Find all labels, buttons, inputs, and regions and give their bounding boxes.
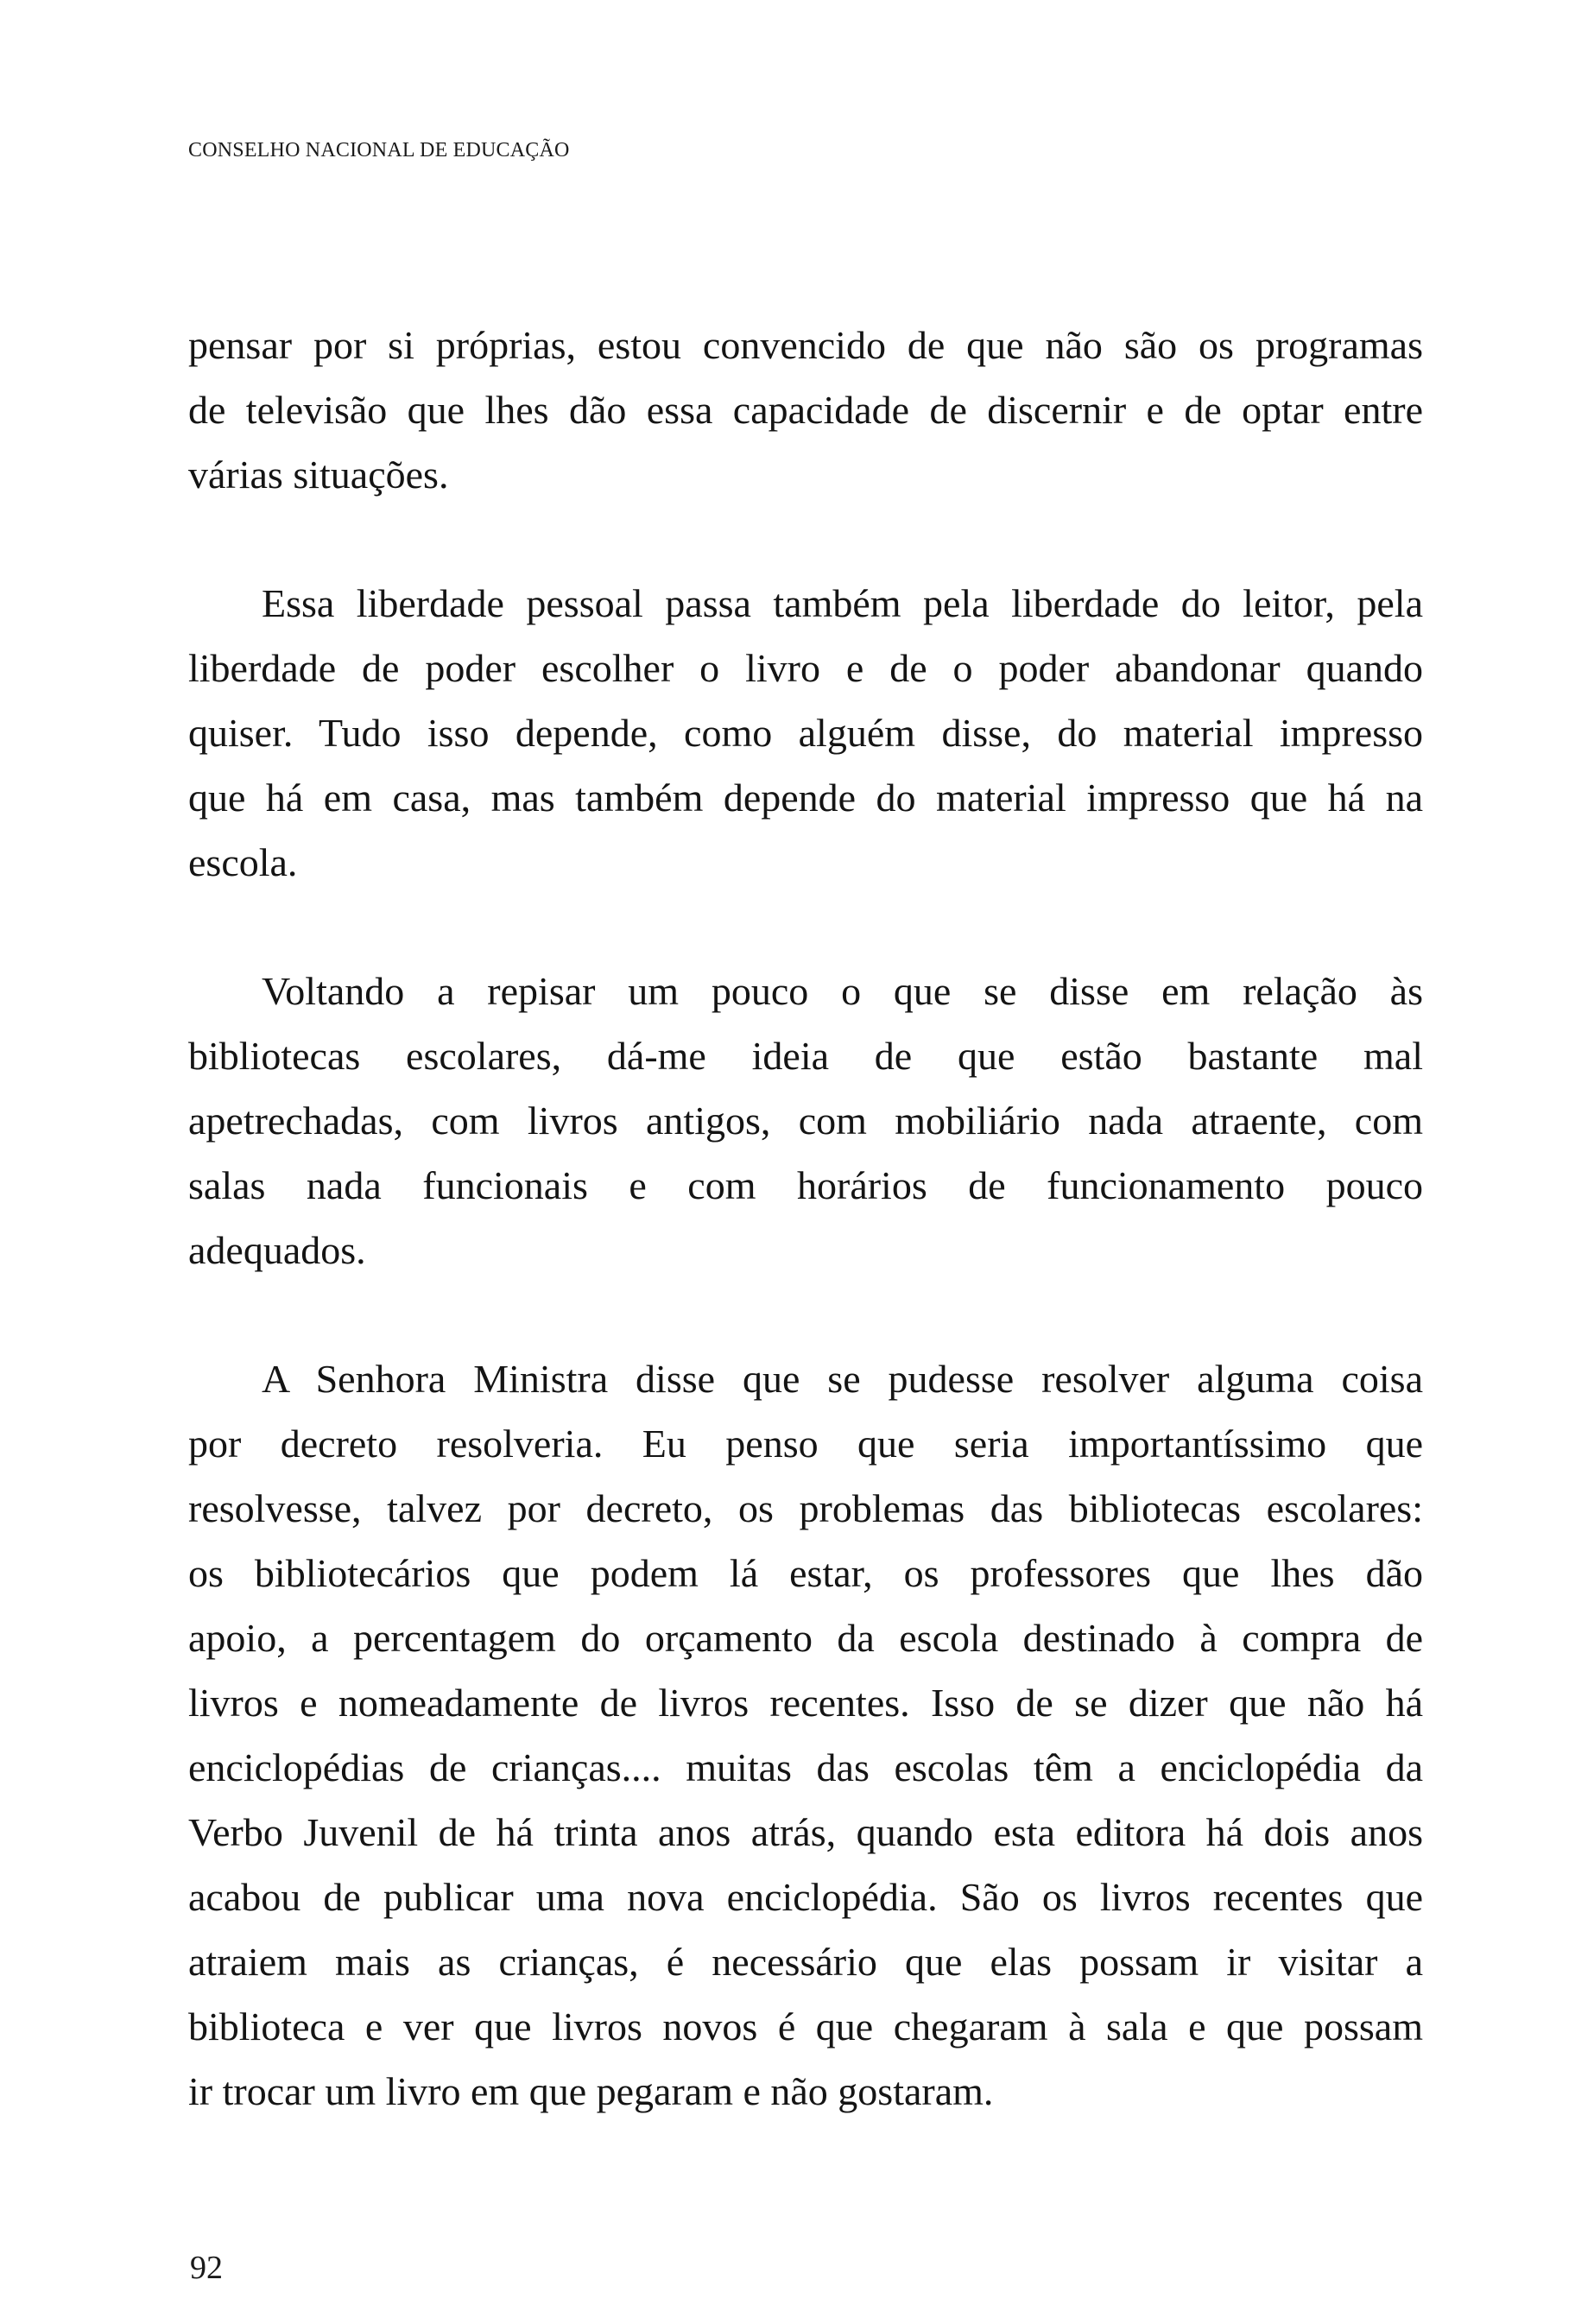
text-line: Verbo Juvenil de há trinta anos atrás, quando esta editora há dois anos bbox=[188, 1810, 1423, 1854]
text-line: escola. bbox=[188, 840, 298, 884]
text-line: salas nada funcionais e com horários de funcionamento pouco bbox=[188, 1163, 1423, 1207]
text-line: de televisão que lhes dão essa capacidade de discernir e de optar entre bbox=[188, 388, 1423, 432]
text-line: bibliotecas escolares, dá-me ideia de que estão bastante mal bbox=[188, 1034, 1423, 1078]
text-line: apoio, a percentagem do orçamento da escola destinado à compra de bbox=[188, 1616, 1423, 1660]
text-line: quiser. Tudo isso depende, como alguém disse, do material impresso bbox=[188, 711, 1423, 755]
paragraph bbox=[188, 571, 1423, 895]
body-text bbox=[188, 313, 1423, 2188]
text-line: os bibliotecários que podem lá estar, os professores que lhes dão bbox=[188, 1551, 1423, 1595]
text-line: várias situações. bbox=[188, 453, 449, 497]
paragraph bbox=[188, 959, 1423, 1282]
text-line: acabou de publicar uma nova enciclopédia. São os livros recentes que bbox=[188, 1875, 1423, 1919]
text-line: atraiem mais as crianças, é necessário que elas possam ir visitar a bbox=[188, 1940, 1423, 1984]
text-line: adequados. bbox=[188, 1228, 366, 1272]
text-line: ir trocar um livro em que pegaram e não gostaram. bbox=[188, 2069, 994, 2113]
page-number: 92 bbox=[190, 2250, 223, 2286]
text-line: resolvesse, talvez por decreto, os problemas das bibliotecas escolares: bbox=[188, 1486, 1423, 1530]
text-line: biblioteca e ver que livros novos é que chegaram à sala e que possam bbox=[188, 2004, 1423, 2049]
running-header: CONSELHO NACIONAL DE EDUCAÇÃO bbox=[188, 139, 570, 161]
text-line: que há em casa, mas também depende do material impresso que há na bbox=[188, 776, 1423, 820]
text-line: livros e nomeadamente de livros recentes. Isso de se dizer que não há bbox=[188, 1681, 1423, 1725]
text-line: A Senhora Ministra disse que se pudesse resolver alguma coisa bbox=[262, 1357, 1423, 1401]
text-line: Essa liberdade pessoal passa também pela liberdade do leitor, pela bbox=[262, 581, 1423, 625]
text-line: liberdade de poder escolher o livro e de o poder abandonar quando bbox=[188, 646, 1423, 690]
text-line: por decreto resolveria. Eu penso que seria importantíssimo que bbox=[188, 1422, 1423, 1466]
text-line: apetrechadas, com livros antigos, com mobiliário nada atraente, com bbox=[188, 1099, 1423, 1143]
paragraph bbox=[188, 1346, 1423, 2124]
text-line: enciclopédias de crianças.... muitas das escolas têm a enciclopédia da bbox=[188, 1745, 1423, 1789]
paragraph bbox=[188, 313, 1423, 507]
text-line: pensar por si próprias, estou convencido de que não são os programas bbox=[188, 323, 1423, 367]
text-line: Voltando a repisar um pouco o que se disse em relação às bbox=[262, 969, 1423, 1013]
